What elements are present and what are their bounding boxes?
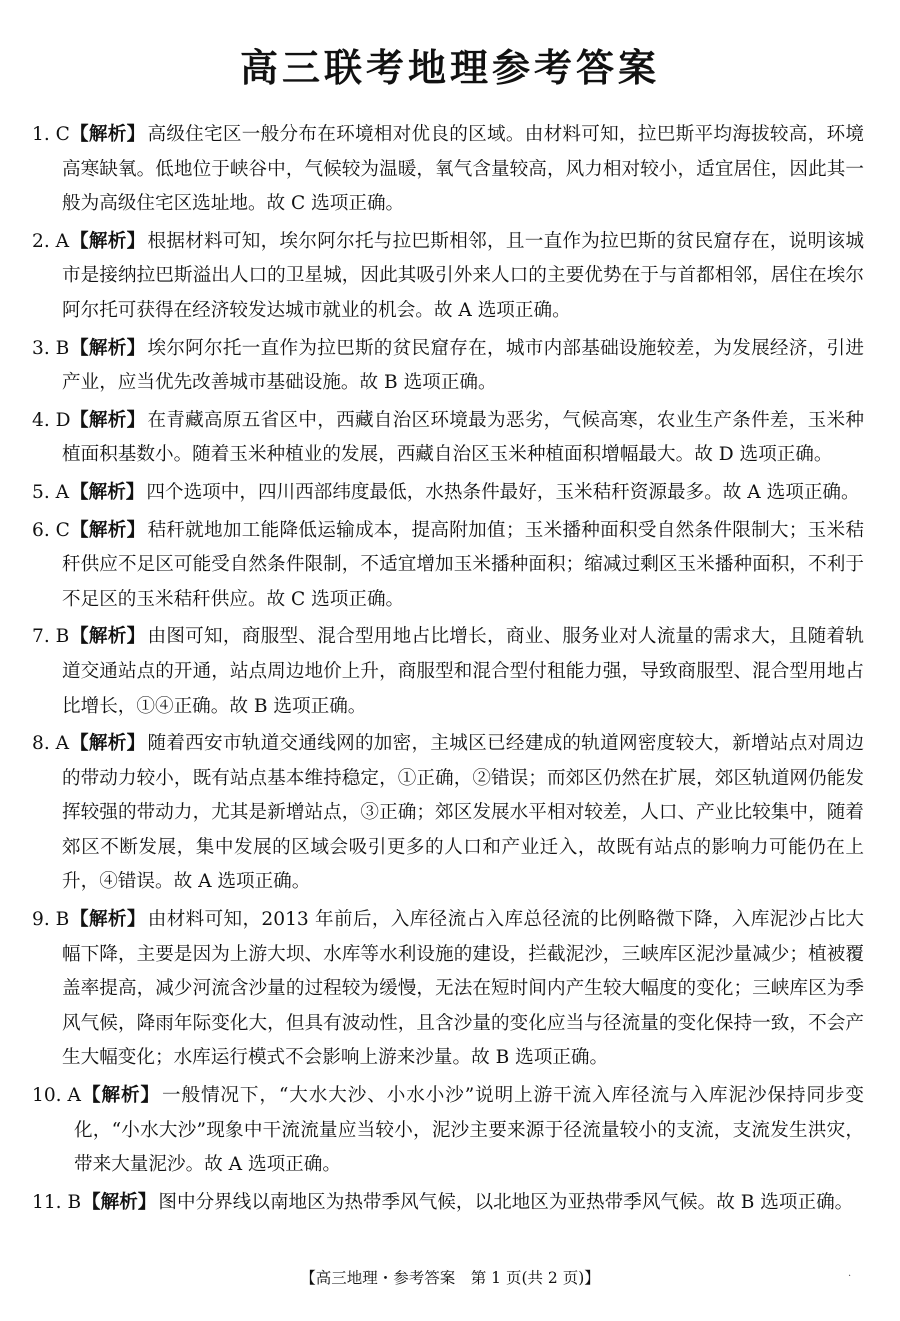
answer-item-3: [32, 332, 864, 401]
analysis-tag: 【解析】: [82, 1085, 160, 1107]
answer-number: 11. B: [32, 1191, 82, 1213]
answer-text: 随着西安市轨道交通线网的加密，主城区已经建成的轨道网密度较大，新增站点对周边的带动力较小，既有站点基本维持稳定，①正确，②错误；而郊区仍然在扩展，郊区轨道网仍能发挥较强的带动力，尤其是新增站点，③正确；郊区发展水平相对较差，人口、产业比较集中，随着郊区不断发展，集中发展的区域会吸引更多的人口和产业迁入，故既有站点的影响力可能仍在上升，④错误。故 A 选项正确。: [62, 733, 864, 893]
answer-item-5: [32, 476, 864, 511]
analysis-tag: 【解析】: [70, 626, 146, 648]
answer-number: 5. A: [32, 481, 70, 503]
answer-item-10: [32, 1079, 864, 1183]
answer-text: 埃尔阿尔托一直作为拉巴斯的贫民窟存在，城市内部基础设施较差，为发展经济，引进产业，应当优先改善城市基础设施。故 B 选项正确。: [62, 337, 864, 394]
answer-item-6: [32, 514, 864, 618]
analysis-tag: 【解析】: [82, 1191, 157, 1213]
analysis-tag: 【解析】: [70, 124, 146, 145]
answer-list: [32, 118, 864, 1223]
answer-number: 4. D: [32, 409, 71, 431]
answer-text: 一般情况下，“大水大沙、小水小沙”说明上游干流入库径流与入库泥沙保持同步变化，“小水大沙”现象中干流流量应当较小，泥沙主要来源于径流量较小的支流，支流发生洪灾，带来大量泥沙。故 A 选项正确。: [74, 1085, 864, 1176]
answer-text: 图中分界线以南地区为热带季风气候，以北地区为亚热带季风气候。故 B 选项正确。: [158, 1191, 854, 1213]
analysis-tag: 【解析】: [70, 481, 145, 503]
answer-item-1: [32, 118, 864, 222]
answer-text: 四个选项中，四川西部纬度最低，水热条件最好，玉米秸秆资源最多。故 A 选项正确。: [146, 481, 860, 503]
answer-number: 9. B: [32, 909, 70, 931]
answer-number: 8. A: [32, 733, 70, 755]
analysis-tag: 【解析】: [70, 519, 146, 541]
answer-text: 秸秆就地加工能降低运输成本，提高附加值；玉米播种面积受自然条件限制大；玉米秸秆供应不足区可能受自然条件限制，不适宜增加玉米播种面积；缩减过剩区玉米播种面积，不利于不足区的玉米秸秆供应。故 C 选项正确。: [62, 519, 864, 610]
answer-number: 3. B: [32, 337, 70, 359]
analysis-tag: 【解析】: [70, 909, 146, 931]
answer-item-9: [32, 903, 864, 1076]
answer-number: 7. B: [32, 626, 70, 648]
answer-item-2: [32, 225, 864, 329]
answer-number: 2. A: [32, 230, 70, 252]
analysis-tag: 【解析】: [70, 409, 146, 431]
answer-item-4: [32, 404, 864, 473]
answer-text: 根据材料可知，埃尔阿尔托与拉巴斯相邻，且一直作为拉巴斯的贫民窟存在，说明该城市是接纳拉巴斯溢出人口的卫星城，因此其吸引外来人口的主要优势在于与首都相邻，居住在埃尔阿尔托可获得在经济较发达城市就业的机会。故 A 选项正确。: [62, 230, 864, 321]
page-title: 高三联考地理参考答案: [239, 46, 660, 90]
answer-text: 高级住宅区一般分布在环境相对优良的区域。由材料可知，拉巴斯平均海拔较高，环境高寒缺氧。低地位于峡谷中，气候较为温暖，氧气含量较高，风力相对较小，适宜居住，因此其一般为高级住宅区选址地。故 C 选项正确。: [62, 124, 864, 215]
analysis-tag: 【解析】: [70, 337, 146, 359]
answer-number: 6. C: [32, 519, 70, 541]
corner-mark: ·: [848, 1271, 852, 1282]
analysis-tag: 【解析】: [70, 733, 146, 755]
analysis-tag: 【解析】: [70, 230, 146, 252]
answer-text: 由材料可知，2013 年前后，入库径流占入库总径流的比例略微下降，入库泥沙占比大幅下降，主要是因为上游大坝、水库等水利设施的建设，拦截泥沙，三峡库区泥沙量减少；植被覆盖率提高，减少河流含沙量的过程较为缓慢，无法在短时间内产生较大幅度的变化；三峡库区为季风气候，降雨年际变化大，但具有波动性，且含沙量的变化应当与径流量的变化保持一致，不会产生大幅变化；水库运行模式不会影响上游来沙量。故 B 选项正确。: [62, 909, 864, 1069]
answer-text: 由图可知，商服型、混合型用地占比增长，商业、服务业对人流量的需求大，且随着轨道交通站点的开通，站点周边地价上升，商服型和混合型付租能力强，导致商服型、混合型用地占比增长，①④正确。故 B 选项正确。: [62, 626, 864, 717]
answer-number: 10. A: [32, 1085, 81, 1107]
answer-number: 1. C: [32, 124, 70, 145]
answer-item-8: [32, 727, 864, 900]
answer-item-7: [32, 620, 864, 724]
answer-item-11: [32, 1186, 864, 1221]
answer-text: 在青藏高原五省区中，西藏自治区环境最为恶劣，气候高寒，农业生产条件差，玉米种植面积基数小。随着玉米种植业的发展，西藏自治区玉米种植面积增幅最大。故 D 选项正确。: [62, 409, 864, 466]
page-footer: 【高三地理・参考答案 第 1 页(共 2 页)】: [300, 1269, 600, 1287]
